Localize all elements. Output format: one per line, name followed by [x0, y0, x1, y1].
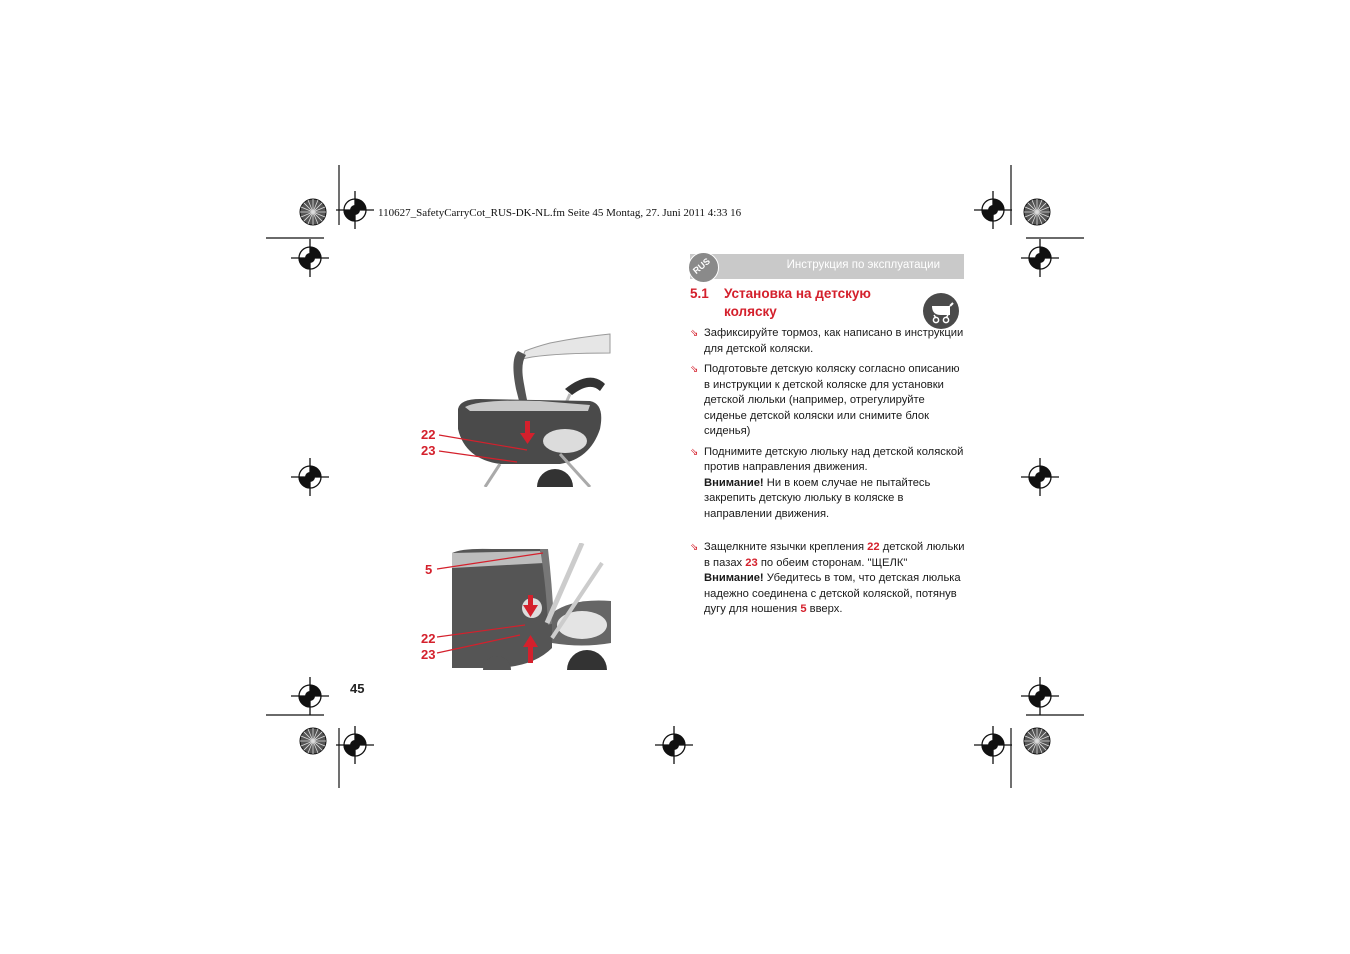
- stroller-icon: [923, 293, 959, 329]
- callout-23: 23: [421, 443, 436, 458]
- registration-star-icon: [300, 728, 326, 754]
- page-number: 45: [350, 681, 365, 696]
- step-1: ⇘ Зафиксируйте тормоз, как написано в инструкции для детской коляски.: [690, 327, 964, 355]
- step-4: ⇘ Защелкните язычки крепления 22 детской люльки в пазах 23 по обеим сторонам. "ЩЕЛК" Внимание! Убедитесь в том, что детская люлька надежно соединена с детской коляской, потянув дугу для ношения 5 вверх.: [690, 541, 965, 615]
- registration-mark-icon: [1021, 677, 1059, 715]
- registration-star-icon: [1024, 728, 1050, 754]
- arrow-bullet-icon: ⇘: [690, 446, 699, 458]
- registration-mark-icon: [1021, 239, 1059, 277]
- section-title-line2: коляску: [724, 304, 777, 319]
- warning-label: Внимание!: [704, 572, 764, 584]
- callout-22: 22: [421, 631, 436, 646]
- registration-star-icon: [300, 199, 326, 225]
- header-bar: [690, 254, 964, 279]
- section-title-line1: Установка на детскую: [724, 286, 871, 301]
- arrow-bullet-icon: ⇘: [690, 542, 699, 553]
- registration-mark-icon: [291, 239, 329, 277]
- step-3: ⇘ Поднимите детскую люльку над детской коляской против направления движения. Внимание! Ни в коем случае не пытайтесь закрепить детскую люльку в коляске в направлении движения.: [690, 445, 964, 520]
- step-list-1: [690, 326, 965, 522]
- registration-mark-icon: [655, 726, 693, 764]
- callout-leader-lines: [437, 432, 537, 472]
- registration-mark-icon: [291, 458, 329, 496]
- registration-mark-icon: [291, 677, 329, 715]
- registration-star-icon: [1024, 199, 1050, 225]
- arrow-bullet-icon: ⇘: [690, 328, 699, 339]
- registration-mark-icon: [974, 191, 1012, 229]
- registration-mark-icon: [974, 726, 1012, 764]
- step-list-2: [690, 540, 965, 618]
- callout-leader-lines: [435, 545, 555, 660]
- callout-22: 22: [421, 427, 436, 442]
- file-info-line: 110627_SafetyCarryCot_RUS-DK-NL.fm Seite 45 Montag, 27. Juni 2011 4:33 16: [378, 207, 742, 219]
- header-title: Инструкция по эксплуатации: [786, 259, 940, 271]
- registration-mark-icon: [1021, 458, 1059, 496]
- section-title: [690, 285, 900, 321]
- registration-mark-icon: [336, 191, 374, 229]
- language-badge: [688, 252, 719, 283]
- callout-23: 23: [421, 647, 436, 662]
- section-number: 5.1: [690, 286, 709, 301]
- language-badge-label: RUS: [691, 256, 713, 276]
- step-2: ⇘ Подготовьте детскую коляску согласно описанию в инструкции к детской коляске для установки детской люльки (например, отрегулируйте сиденье детской коляски или снимите блок сиденья): [690, 363, 960, 437]
- arrow-bullet-icon: ⇘: [690, 364, 699, 375]
- registration-mark-icon: [336, 726, 374, 764]
- warning-label: Внимание!: [704, 476, 764, 489]
- callout-5: 5: [425, 562, 433, 577]
